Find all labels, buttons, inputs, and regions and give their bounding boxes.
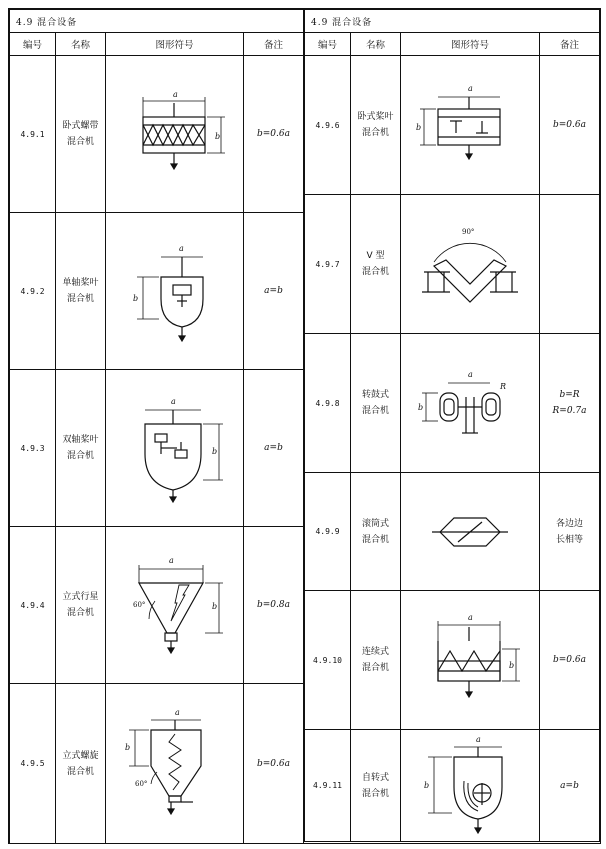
svg-text:a: a — [174, 707, 180, 717]
row-name: 滚筒式 混合机 — [351, 473, 401, 591]
symbol-single-shaft-paddle-mixer — [106, 213, 244, 370]
row-code: 4.9.9 — [305, 473, 351, 591]
svg-text:60°: 60° — [134, 779, 147, 788]
svg-text:b: b — [211, 602, 217, 611]
svg-text:b: b — [418, 403, 424, 412]
row-note: b=R R=0.7a — [540, 334, 600, 473]
header-code: 编号 — [305, 33, 351, 56]
row-name: 双轴桨叶 混合机 — [56, 370, 106, 527]
section-title: 4.9 混合设备 — [305, 10, 600, 33]
row-note: a=b — [244, 370, 304, 527]
table-row — [10, 527, 304, 684]
table-row — [305, 730, 600, 842]
row-note — [540, 195, 600, 334]
row-note: b=0.6a — [244, 684, 304, 844]
svg-text:a: a — [178, 244, 184, 253]
right-equipment-table — [304, 9, 600, 842]
svg-text:b: b — [211, 447, 217, 456]
symbol-drum-type-mixer — [401, 334, 540, 473]
table-row — [305, 195, 600, 334]
row-code: 4.9.8 — [305, 334, 351, 473]
svg-text:a: a — [170, 397, 176, 406]
svg-text:a: a — [468, 84, 473, 93]
row-name: 连续式 混合机 — [351, 591, 401, 730]
row-code: 4.9.1 — [10, 56, 56, 213]
row-note: b=0.6a — [540, 56, 600, 195]
header-symbol: 图形符号 — [106, 33, 244, 56]
symbol-horizontal-paddle-mixer — [401, 56, 540, 195]
svg-text:90°: 90° — [462, 228, 475, 236]
svg-text:b: b — [124, 742, 130, 752]
row-name: 自转式 混合机 — [351, 730, 401, 842]
row-note: b=0.6a — [244, 56, 304, 213]
table-row — [10, 213, 304, 370]
symbol-vertical-planetary-mixer — [106, 527, 244, 684]
row-name: 转鼓式 混合机 — [351, 334, 401, 473]
row-code: 4.9.7 — [305, 195, 351, 334]
symbol-twin-shaft-paddle-mixer — [106, 370, 244, 527]
svg-text:a: a — [468, 370, 473, 379]
table-row — [10, 684, 304, 844]
right-table-panel — [304, 8, 601, 844]
row-note: b=0.8a — [244, 527, 304, 684]
left-equipment-table — [9, 9, 304, 844]
row-name: 立式螺旋 混合机 — [56, 684, 106, 844]
row-code: 4.9.3 — [10, 370, 56, 527]
row-name: 立式行星 混合机 — [56, 527, 106, 684]
row-note: 各边边 长相等 — [540, 473, 600, 591]
svg-text:a: a — [168, 556, 174, 565]
row-name: 单轴桨叶 混合机 — [56, 213, 106, 370]
svg-text:b: b — [132, 294, 138, 303]
row-note: a=b — [244, 213, 304, 370]
row-code: 4.9.10 — [305, 591, 351, 730]
header-symbol: 图形符号 — [401, 33, 540, 56]
symbol-self-rotating-mixer — [401, 730, 540, 842]
row-code: 4.9.5 — [10, 684, 56, 844]
table-row — [305, 473, 600, 591]
svg-text:60°: 60° — [132, 601, 145, 609]
header-name: 名称 — [351, 33, 401, 56]
row-name: 卧式桨叶 混合机 — [351, 56, 401, 195]
symbol-v-type-mixer — [401, 195, 540, 334]
section-title: 4.9 混合设备 — [10, 10, 304, 33]
table-row — [305, 591, 600, 730]
header-name: 名称 — [56, 33, 106, 56]
svg-text:b: b — [416, 123, 422, 132]
table-row — [10, 56, 304, 213]
header-note: 备注 — [540, 33, 600, 56]
table-row — [305, 334, 600, 473]
row-code: 4.9.6 — [305, 56, 351, 195]
svg-text:b: b — [509, 661, 515, 670]
symbol-horizontal-ribbon-mixer — [106, 56, 244, 213]
svg-text:a: a — [172, 90, 178, 99]
svg-text:a: a — [476, 735, 481, 744]
svg-text:b: b — [214, 132, 220, 141]
symbol-continuous-mixer — [401, 591, 540, 730]
left-table-panel — [8, 8, 304, 844]
row-name: V 型 混合机 — [351, 195, 401, 334]
symbol-vertical-screw-mixer — [106, 684, 244, 844]
table-row — [305, 56, 600, 195]
header-note: 备注 — [244, 33, 304, 56]
header-code: 编号 — [10, 33, 56, 56]
row-name: 卧式螺带 混合机 — [56, 56, 106, 213]
svg-text:a: a — [468, 613, 473, 622]
svg-text:R: R — [500, 382, 507, 391]
row-code: 4.9.4 — [10, 527, 56, 684]
row-note: b=0.6a — [540, 591, 600, 730]
row-note: a=b — [540, 730, 600, 842]
table-row — [10, 370, 304, 527]
symbol-tumbler-mixer — [401, 473, 540, 591]
row-code: 4.9.2 — [10, 213, 56, 370]
row-code: 4.9.11 — [305, 730, 351, 842]
svg-text:b: b — [424, 781, 430, 790]
